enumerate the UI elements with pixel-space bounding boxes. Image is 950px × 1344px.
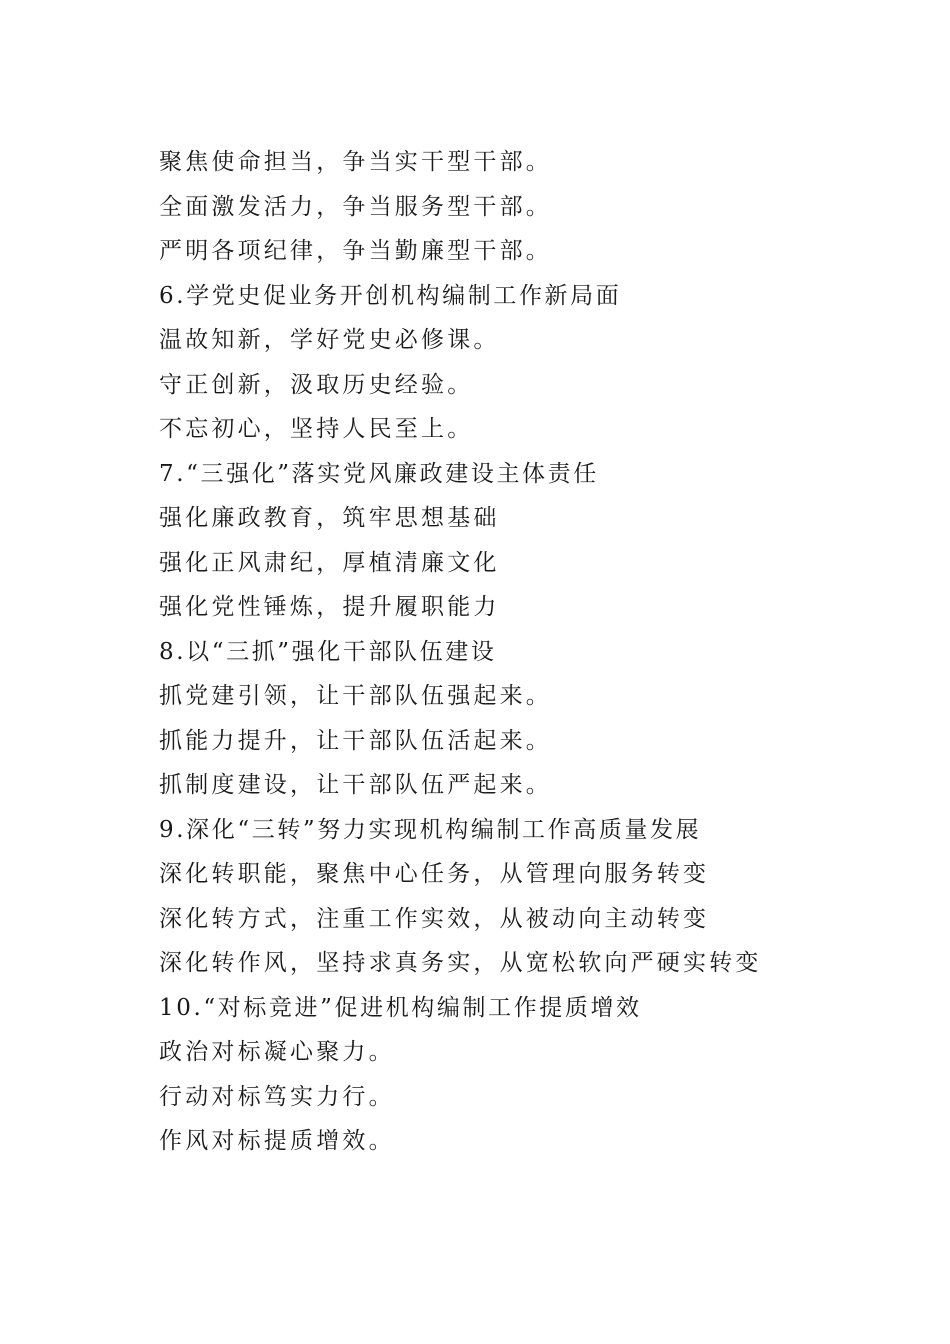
body-line: 深化转方式，注重工作实效，从被动向主动转变 bbox=[159, 905, 710, 932]
body-line: 抓党建引领，让干部队伍强起来。 bbox=[159, 683, 552, 709]
body-line: 强化党性锤炼，提升履职能力 bbox=[159, 594, 500, 620]
body-line: 守正创新，汲取历史经验。 bbox=[159, 371, 474, 398]
body-line: 抓能力提升，让干部队伍活起来。 bbox=[159, 727, 552, 754]
section-heading: 6.学党史促业务开创机构编制工作新局面 bbox=[159, 282, 622, 309]
body-line: 严明各项纪律，争当勤廉型干部。 bbox=[159, 238, 552, 264]
body-line: 聚焦使命担当，争当实干型干部。 bbox=[159, 149, 552, 175]
body-line: 强化廉政教育，筑牢思想基础 bbox=[159, 505, 500, 531]
body-line: 强化正风肃纪，厚植清廉文化 bbox=[159, 549, 500, 576]
document-body bbox=[159, 140, 919, 1164]
body-line: 作风对标提质增效。 bbox=[159, 1128, 395, 1154]
body-line: 全面激发活力，争当服务型干部。 bbox=[159, 193, 552, 220]
section-heading: 9.深化“三转”努力实现机构编制工作高质量发展 bbox=[159, 816, 702, 843]
section-heading: 8.以“三抓”强化干部队伍建设 bbox=[159, 638, 497, 665]
body-line: 抓制度建设，让干部队伍严起来。 bbox=[159, 772, 552, 798]
section-heading: 7.“三强化”落实党风廉政建设主体责任 bbox=[159, 460, 599, 487]
body-line: 行动对标笃实力行。 bbox=[159, 1083, 395, 1110]
body-line: 不忘初心，坚持人民至上。 bbox=[159, 416, 474, 442]
section-heading: 10.“对标竞进”促进机构编制工作提质增效 bbox=[159, 994, 642, 1021]
body-line: 深化转作风，坚持求真务实，从宽松软向严硬实转变 bbox=[159, 950, 762, 976]
body-line: 深化转职能，聚焦中心任务，从管理向服务转变 bbox=[159, 861, 710, 887]
body-line: 政治对标凝心聚力。 bbox=[159, 1039, 395, 1065]
body-line: 温故知新，学好党史必修课。 bbox=[159, 327, 500, 353]
